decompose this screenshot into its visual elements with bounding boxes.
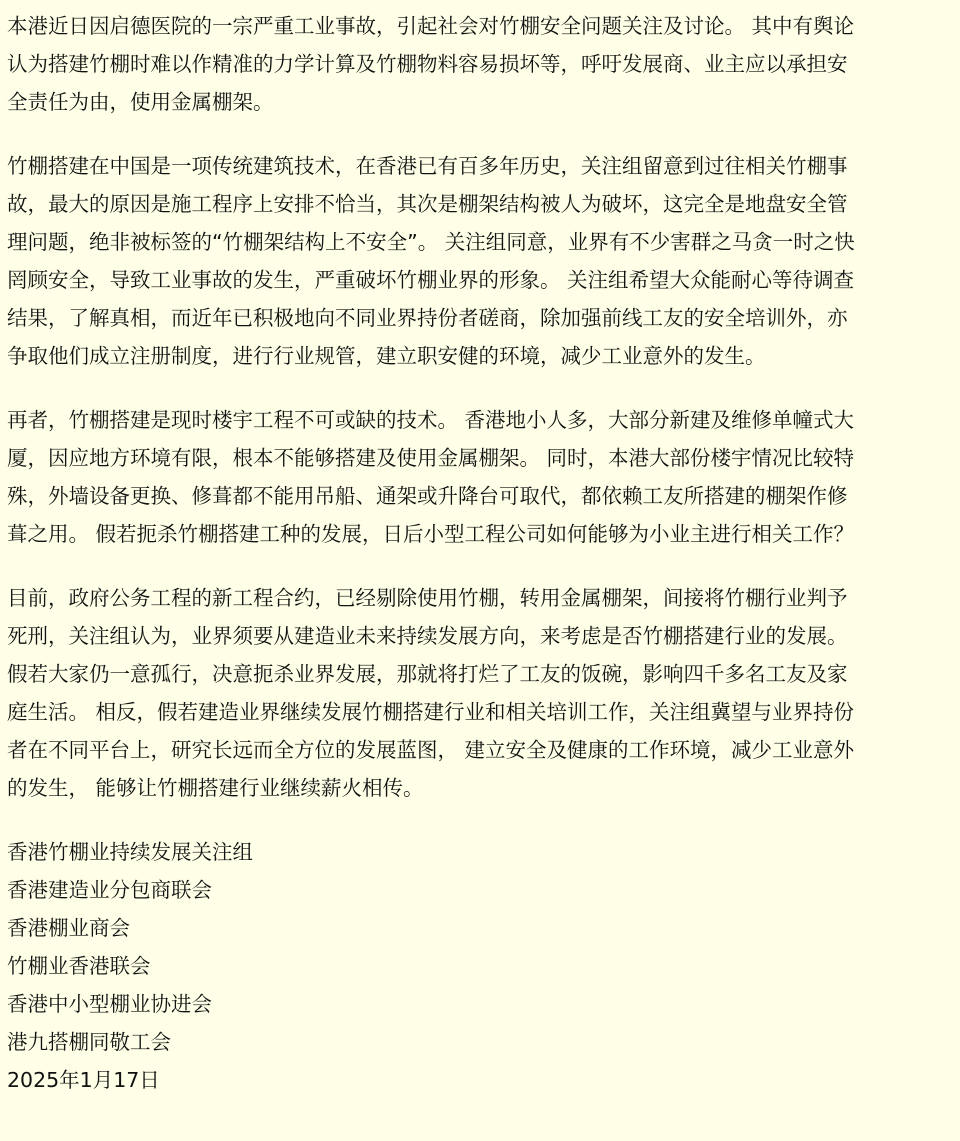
text-line: 目前，政府公务工程的新工程合约，已经剔除使用竹棚，转用金属棚架，间接将竹棚行业判予 <box>7 586 848 610</box>
text-line: 庭生活。 相反，假若建造业界继续发展竹棚搭建行业和相关培训工作，关注组冀望与业界持份 <box>7 700 855 724</box>
statement-date: 2025年1月17日 <box>7 1068 160 1092</box>
text-line: 结果，了解真相，而近年已积极地向不同业界持份者磋商，除加强前线工友的安全培训外，亦 <box>7 306 848 330</box>
text-line: 全责任为由，使用金属棚架。 <box>7 90 274 114</box>
text-line: 殊，外墙设备更换、修葺都不能用吊船、通架或升降台可取代，都依赖工友所搭建的棚架作修 <box>7 484 848 508</box>
text-line: 故，最大的原因是施工程序上安排不恰当，其次是棚架结构被人为破坏，这完全是地盘安全管 <box>7 192 848 216</box>
text-line: 死刑，关注组认为，业界须要从建造业未来持续发展方向，来考虑是否竹棚搭建行业的发展。 <box>7 624 848 648</box>
paragraph-3 <box>7 401 960 553</box>
text-line: 葺之用。 假若扼杀竹棚搭建工种的发展，日后小型工程公司如何能够为小业主进行相关工作？ <box>7 522 855 546</box>
text-line: 的发生， 能够让竹棚搭建行业继续薪火相传。 <box>7 776 424 800</box>
signatory: 香港建造业分包商联会 <box>7 878 212 902</box>
text-line: 本港近日因启德医院的一宗严重工业事故，引起社会对竹棚安全问题关注及讨论。 其中有舆论 <box>7 14 855 38</box>
paragraph-2 <box>7 147 960 375</box>
text-line: 再者，竹棚搭建是现时楼宇工程不可或缺的技术。 香港地小人多，大部分新建及维修单幢式大 <box>7 408 855 432</box>
paragraph-1 <box>7 7 960 121</box>
text-line: 厦，因应地方环境有限，根本不能够搭建及使用金属棚架。 同时，本港大部份楼宇情况比较特 <box>7 446 855 470</box>
signatory: 香港中小型棚业协进会 <box>7 992 212 1016</box>
signatory: 港九搭棚同敬工会 <box>7 1030 171 1054</box>
text-line: 认为搭建竹棚时难以作精准的力学计算及竹棚物料容易损坏等，呼吁发展商、业主应以承担安 <box>7 52 848 76</box>
text-line: 者在不同平台上，研究长远而全方位的发展蓝图， 建立安全及健康的工作环境，减少工业意外 <box>7 738 855 762</box>
text-line: 罔顾安全，导致工业事故的发生，严重破坏竹棚业界的形象。 关注组希望大众能耐心等待调查 <box>7 268 855 292</box>
signatory-list <box>7 833 960 1099</box>
text-line: 竹棚搭建在中国是一项传统建筑技术，在香港已有百多年历史，关注组留意到过往相关竹棚事 <box>7 154 848 178</box>
signatory: 香港竹棚业持续发展关注组 <box>7 840 253 864</box>
signatory: 香港棚业商会 <box>7 916 130 940</box>
text-line: 假若大家仍一意孤行，决意扼杀业界发展，那就将打烂了工友的饭碗，影响四千多名工友及家 <box>7 662 848 686</box>
signatory: 竹棚业香港联会 <box>7 954 151 978</box>
paragraph-4 <box>7 579 960 807</box>
text-line: 争取他们成立注册制度，进行行业规管，建立职安健的环境，减少工业意外的发生。 <box>7 344 766 368</box>
text-line: 理问题，绝非被标签的“竹棚架结构上不安全”。 关注组同意，业界有不少害群之马贪一时之快 <box>7 230 855 254</box>
